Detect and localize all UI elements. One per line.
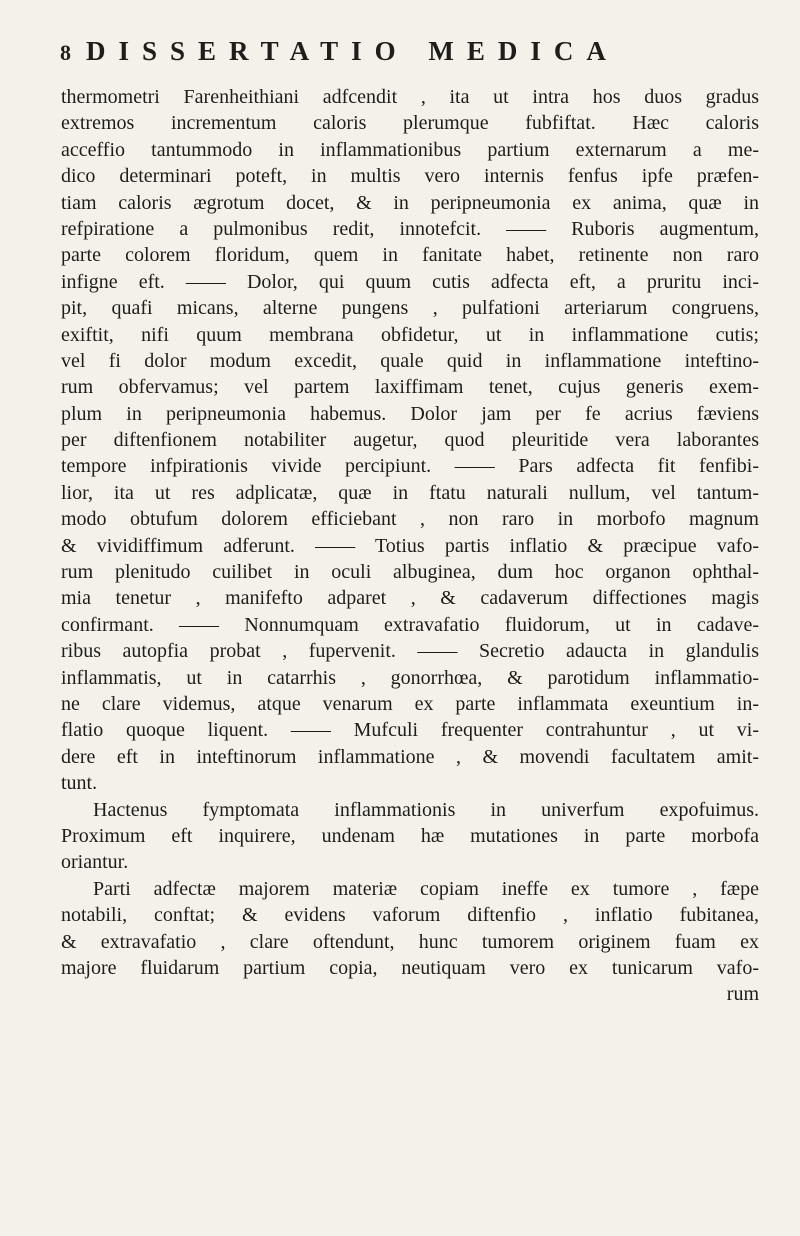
text-line: thermometri Farenheithiani adfcendit , ita ut intra hos duos gradus [61,86,759,108]
text-line: extremos incrementum caloris plerumque fubfiftat. Hæc caloris [61,112,759,135]
text-line: mia tenetur , manifefto adparet , & cadaverum diffectiones magis [61,587,759,610]
catchword: rum [726,983,759,1006]
text-line: pit, quafi micans, alterne pungens , pulfationi arteriarum congruens, [61,297,759,320]
text-line: infigne eft. —— Dolor, qui quum cutis adfecta eft, a pruritu inci- [61,270,759,293]
text-line: flatio quoque liquent. —— Mufculi frequenter contrahuntur , ut vi- [61,719,759,742]
text-line: majore fluidarum partium copia, neutiquam vero ex tunicarum vafo- [61,956,759,979]
text-line: oriantur. [61,851,129,874]
text-line: tiam caloris ægrotum docet, & in peripneumonia ex anima, quæ in [61,191,759,214]
text-line: & extravafatio , clare oftendunt, hunc tumorem originem fuam ex [61,930,759,953]
body-text [61,84,759,1008]
page-number: 8 [60,40,71,65]
text-line: acceffio tantummodo in inflammationibus partium externarum a me- [61,138,759,161]
text-line: rum plenitudo cuilibet in oculi albuginea, dum hoc organon ophthal- [61,561,759,584]
text-line: ribus autopfia probat , fupervenit. —— Secretio adaucta in glandulis [61,640,759,663]
text-line: Hactenus fymptomata inflammationis in univerfum expofuimus. [93,798,759,821]
text-line: refpiratione a pulmonibus redit, innotefcit. —— Ruboris augmentum, [61,217,759,240]
text-line: tempore infpirationis vivide percipiunt. —— Pars adfecta fit fenfibi- [61,455,759,478]
page-header [56,36,756,70]
text-line: inflammatis, ut in catarrhis , gonorrhœa, & parotidum inflammatio- [61,666,759,689]
text-line: per diftenfionem notabiliter augetur, quod pleuritide vera laborantes [61,429,759,452]
text-line: vel fi dolor modum excedit, quale quid in inflammatione inteftino- [61,349,759,372]
text-line: rum obfervamus; vel partem laxiffimam tenet, cujus generis exem- [61,376,759,399]
text-line: lior, ita ut res adplicatæ, quæ in ftatu naturali nullum, vel tantum- [61,481,759,504]
text-line: & vividiffimum adferunt. —— Totius partis inflatio & præcipue vafo- [61,534,759,557]
text-line: modo obtufum dolorem efficiebant , non raro in morbofo magnum [61,508,759,531]
text-line: notabili, conftat; & evidens vaforum diftenfio , inflatio fubitanea, [61,904,759,927]
text-line: exiftit, nifi quum membrana obfidetur, ut in inflammatione cutis; [61,323,759,346]
text-line: confirmant. —— Nonnumquam extravafatio fluidorum, ut in cadave- [61,613,759,636]
text-line: dere eft in inteftinorum inflammatione , & movendi facultatem amit- [61,745,759,768]
text-line: dico determinari poteft, in multis vero internis fenfus ipfe præfen- [61,165,759,188]
running-head: DISSERTATIO MEDICA [86,36,619,66]
text-line: Parti adfectæ majorem materiæ copiam ineffe ex tumore , fæpe [93,877,759,900]
text-line: Proximum eft inquirere, undenam hæ mutationes in parte morbofa [61,824,759,847]
text-line: ne clare videmus, atque venarum ex parte inflammata exeuntium in- [61,692,759,715]
text-line: parte colorem floridum, quem in fanitate habet, retinente non raro [61,244,759,267]
text-line: tunt. [61,772,98,795]
text-line: plum in peripneumonia habemus. Dolor jam per fe acrius fæviens [61,402,759,425]
